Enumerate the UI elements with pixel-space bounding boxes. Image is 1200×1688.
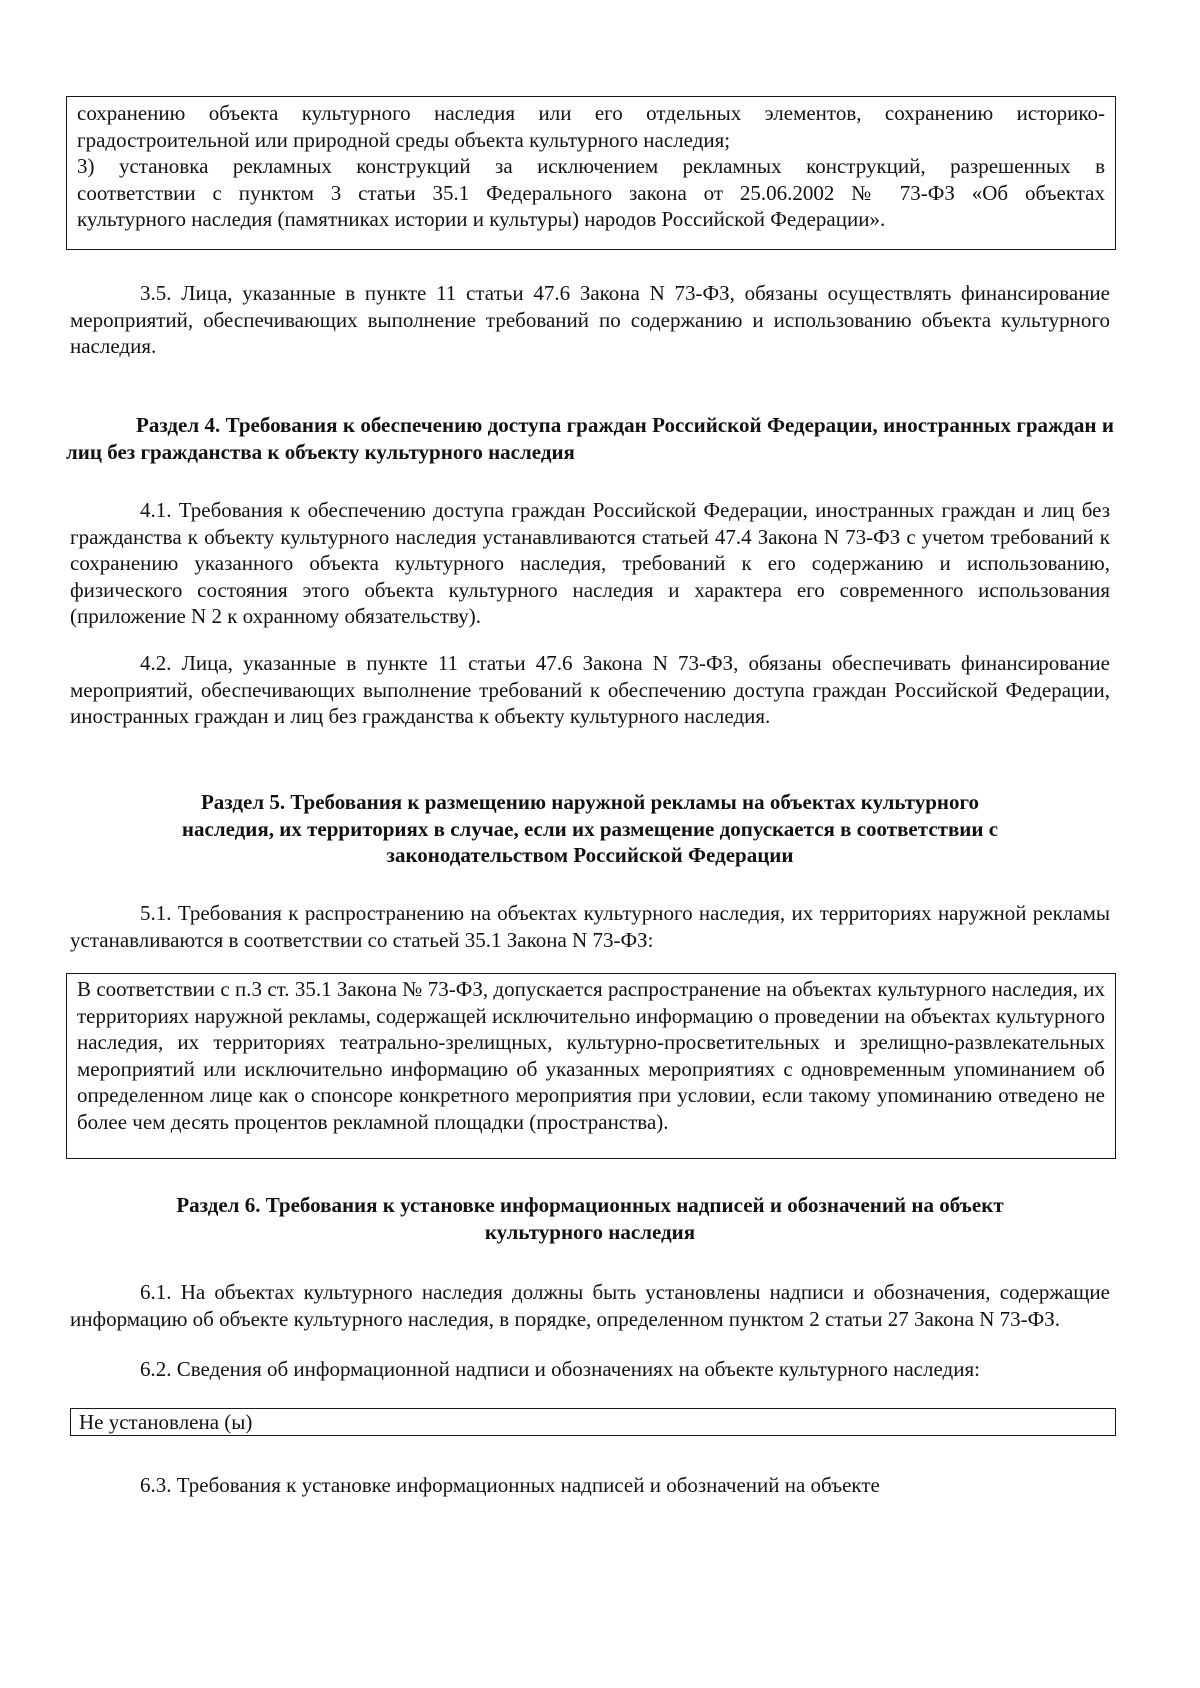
section-6-heading <box>70 1192 1110 1245</box>
section-5-heading <box>100 789 1080 869</box>
inscription-status-value: Не установлена (ы) <box>79 1410 253 1434</box>
advertising-box <box>66 973 1116 1159</box>
box-line: 3) установка рекламных конструкций за исключением рекламных конструкций, разрешенных в <box>77 154 1105 178</box>
paragraph-6-3: 6.3. Требования к установке информационных надписей и обозначений на объекте <box>140 1473 880 1497</box>
paragraph-6-1: 6.1. На объектах культурного наследия должны быть установлены надписи и обозначения, содержащие информацию об объекте культурного наследия, в порядке, определенном пунктом 2 статьи 27 Закона N 73-ФЗ. <box>70 1280 1110 1331</box>
inscription-status-field <box>70 1408 1116 1436</box>
heading-line: наследия, их территориях в случае, если их размещение допускается в соответствии с <box>181 816 999 841</box>
box-line: культурного наследия (памятниках истории и культуры) народов Российской Федерации». <box>77 207 886 231</box>
heading-line: культурного наследия <box>484 1219 696 1244</box>
heading-line: законодательством Российской Федерации <box>386 843 794 867</box>
paragraph-3-5: 3.5. Лица, указанные в пункте 11 статьи 47.6 Закона N 73-ФЗ, обязаны осуществлять финансирование мероприятий, обеспечивающих выполнение требований по содержанию и использованию объекта культурного наследия. <box>70 281 1110 358</box>
section-4-heading: Раздел 4. Требования к обеспечению доступа граждан Российской Федерации, иностранных граждан и лиц без гражданства к объекту культурного наследия <box>66 413 1114 464</box>
paragraph-4-2: 4.2. Лица, указанные в пункте 11 статьи 47.6 Закона N 73-ФЗ, обязаны обеспечивать финансирование мероприятий, обеспечивающих выполнение требований к обеспечению доступа граждан Российской Федерации, иностранных граждан и лиц без гражданства к объекту культурного наследия. <box>70 651 1110 728</box>
paragraph-6-2: 6.2. Сведения об информационной надписи и обозначениях на объекте культурного наследия: <box>140 1357 980 1381</box>
paragraph-4-1: 4.1. Требования к обеспечению доступа граждан Российской Федерации, иностранных граждан и лиц без гражданства к объекту культурного наследия устанавливаются статьей 47.4 Закона N 73-ФЗ с учетом требований к сохранению указанного объекта культурного наследия, требований к его содержанию и использованию, физического состояния этого объекта культурного наследия и характера его современного использования (приложение N 2 к охранному обязательству). <box>70 498 1110 628</box>
box-line: градостроительной или природной среды объекта культурного наследия; <box>77 127 731 152</box>
box-line: сохранению объекта культурного наследия или его отдельных элементов, сохранению историко- <box>77 101 1105 125</box>
clause-box-top <box>66 96 1116 250</box>
paragraph-5-1: 5.1. Требования к распространению на объектах культурного наследия, их территориях наружной рекламы устанавливаются в соответствии со статьей 35.1 Закона N 73-ФЗ: <box>70 901 1110 952</box>
advertising-box-text: В соответствии с п.3 ст. 35.1 Закона № 73-ФЗ, допускается распространение на объектах культурного наследия, их территориях наружной рекламы, содержащей исключительно информацию о проведении на объектах культурного наследия, их территориях театрально-зрелищных, культурно-просветительных и зрелищно-развлекательных мероприятий или исключительно информацию об указанных мероприятиях с одновременным упоминанием об определенном лице как о спонсоре конкретного мероприятия при условии, если такому упоминанию отведено не более чем десять процентов рекламной площадки (пространства). <box>77 977 1105 1134</box>
heading-line: Раздел 6. Требования к установке информационных надписей и обозначений на объект <box>176 1193 1004 1217</box>
heading-line: Раздел 5. Требования к размещению наружной рекламы на объектах культурного <box>200 790 979 814</box>
box-line: соответствии с пунктом 3 статьи 35.1 Федерального закона от 25.06.2002 № 73-ФЗ «Об объектах <box>77 180 1105 205</box>
